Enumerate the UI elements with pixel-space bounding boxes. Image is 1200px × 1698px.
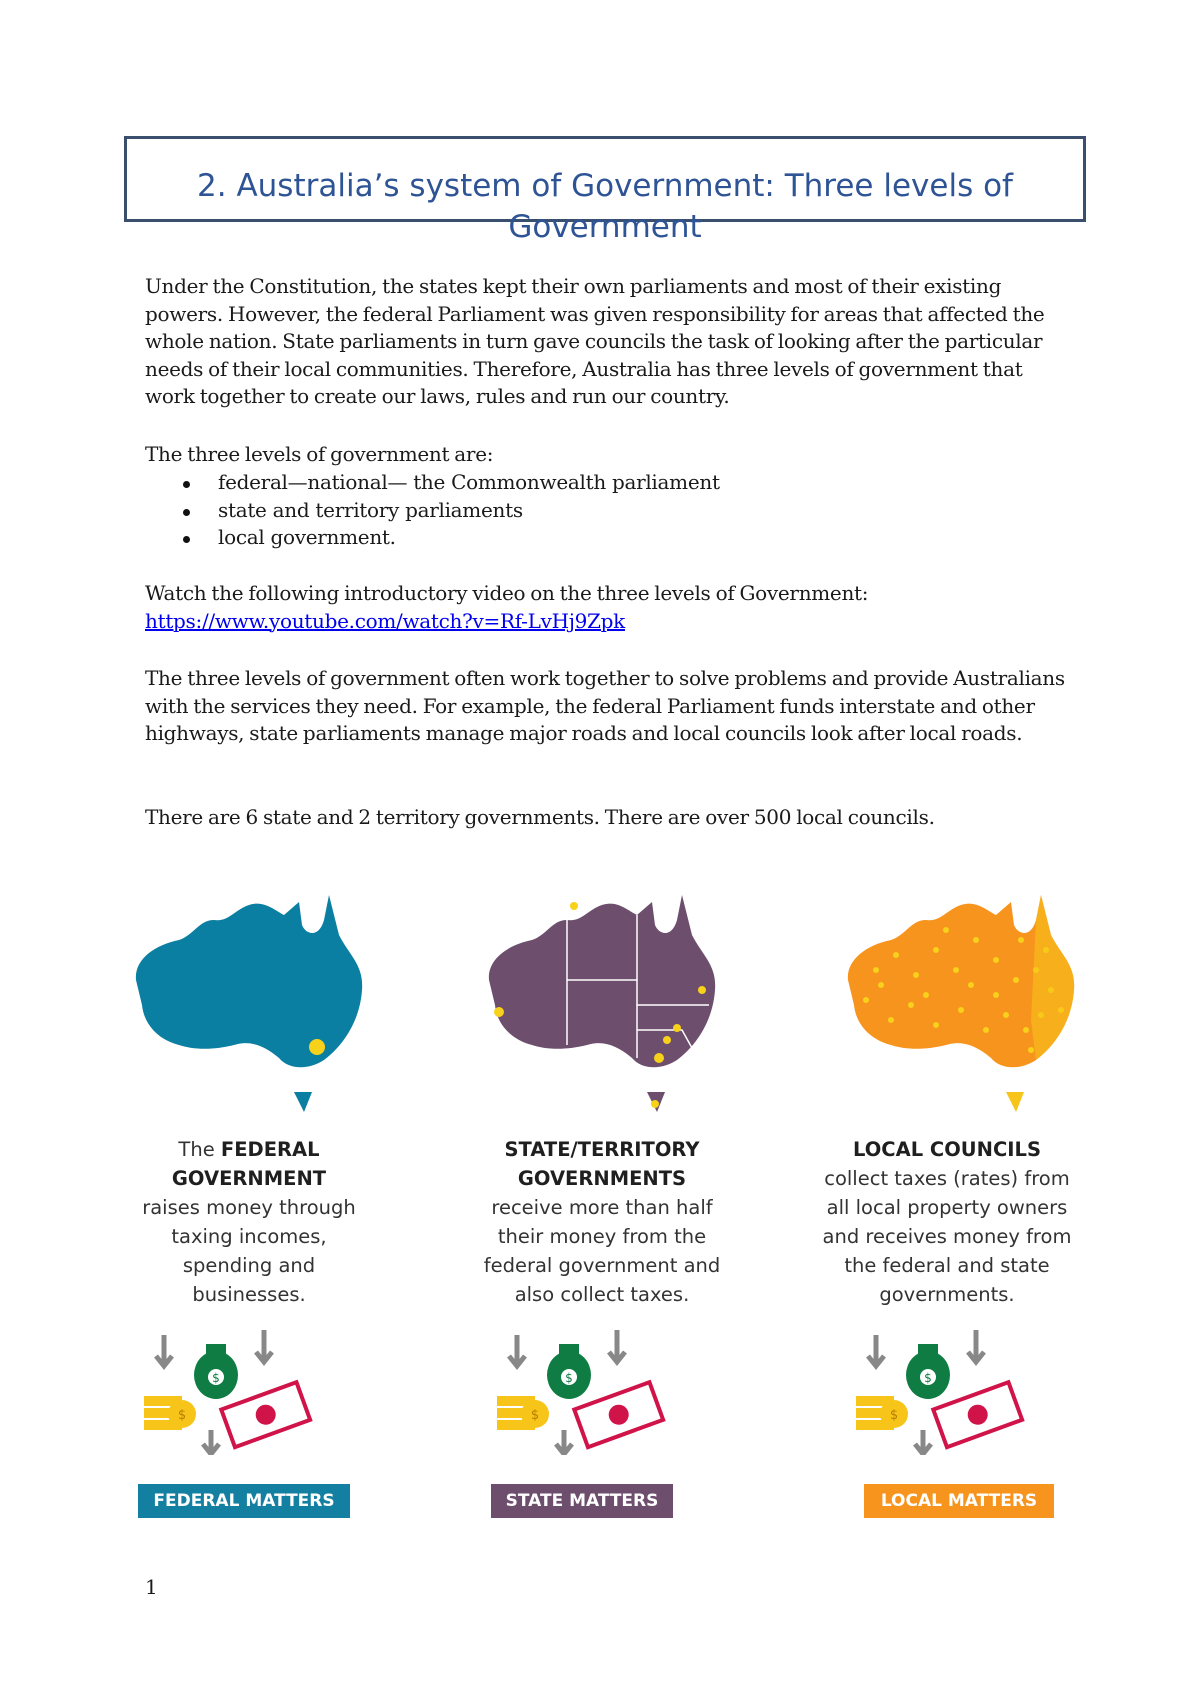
state-caption (477, 1135, 727, 1309)
mainland-shape (136, 895, 362, 1067)
caption-heading: LOCAL COUNCILS (852, 1138, 1041, 1161)
svg-text:$: $ (924, 1371, 932, 1385)
local-caption (822, 1135, 1072, 1309)
caption-heading: STATE/TERRITORY GOVERNMENTS (504, 1138, 700, 1190)
intro-text: Under the Constitution, the states kept their own parliaments and most of their existing powers. However, the federal Parliament was given responsibility for areas that affected the whole nation. State parliaments in turn gave councils the task of looking after the particular needs of their local communities. Therefore, Australia has three levels of government that work together to create our laws, rules and run our country. (145, 274, 1045, 408)
bullet-icon (183, 536, 190, 543)
list-item (145, 497, 720, 525)
video-text: Watch the following introductory video on the three levels of Government: (145, 581, 869, 605)
page-number: 1 (145, 1575, 158, 1599)
levels-lead: The three levels of government are: (145, 442, 494, 466)
caption-body: raises money through taxing incomes, spending and businesses. (142, 1196, 356, 1306)
list-item (145, 524, 720, 552)
list-item-text: federal—national— the Commonwealth parliament (218, 470, 720, 494)
money-icon (124, 1330, 374, 1455)
three-levels-infographic (124, 880, 1136, 1518)
money-icon (836, 1330, 1086, 1455)
video-paragraph (145, 580, 1075, 635)
together-paragraph (145, 665, 1075, 748)
list-item (145, 469, 720, 497)
australia-map-local (836, 880, 1166, 1120)
together-text: The three levels of government often work together to solve problems and provide Australians with the services they need. For example, the federal Parliament funds interstate and other highways, state parliaments manage major roads and local councils look after local roads. (145, 666, 1065, 745)
counts-text: There are 6 state and 2 territory governments. There are over 500 local councils. (145, 805, 935, 829)
australia-map-state (477, 880, 807, 1120)
svg-text:$: $ (889, 1408, 899, 1423)
state-matters-banner: STATE MATTERS (491, 1484, 673, 1518)
local-matters-banner: LOCAL MATTERS (864, 1484, 1054, 1518)
levels-list (145, 469, 720, 552)
svg-text:$: $ (565, 1371, 573, 1385)
counts-paragraph (145, 804, 1075, 832)
bullet-icon (183, 509, 190, 516)
federal-caption (124, 1135, 374, 1309)
svg-text:$: $ (212, 1371, 220, 1385)
intro-paragraph (145, 273, 1075, 411)
svg-text:$: $ (530, 1408, 540, 1423)
page-title: 2. Australia’s system of Government: Three levels of Government (197, 168, 1013, 245)
federal-column (124, 880, 454, 1518)
video-link[interactable]: https://www.youtube.com/watch?v=Rf-LvHj9Zpk (145, 608, 625, 633)
caption-prefix: The (178, 1138, 221, 1161)
east-coast-density (1031, 895, 1074, 1060)
svg-text:$: $ (177, 1408, 187, 1423)
canberra-dot (309, 1039, 325, 1055)
state-column (477, 880, 807, 1518)
tasmania-shape (294, 1092, 312, 1112)
mainland-shape (489, 895, 715, 1067)
australia-map-federal (124, 880, 454, 1120)
federal-matters-banner: FEDERAL MATTERS (138, 1484, 350, 1518)
caption-heading: FEDERAL GOVERNMENT (171, 1138, 327, 1190)
list-item-text: local government. (218, 525, 396, 549)
bullet-icon (183, 481, 190, 488)
money-icon (477, 1330, 727, 1455)
caption-body: receive more than half their money from the federal government and also collect taxes. (483, 1196, 721, 1306)
local-column (822, 880, 1166, 1518)
list-item-text: state and territory parliaments (218, 497, 523, 522)
tasmania-shape (1006, 1092, 1024, 1112)
caption-body: collect taxes (rates) from all local property owners and receives money from the federal and state governments. (822, 1167, 1072, 1306)
